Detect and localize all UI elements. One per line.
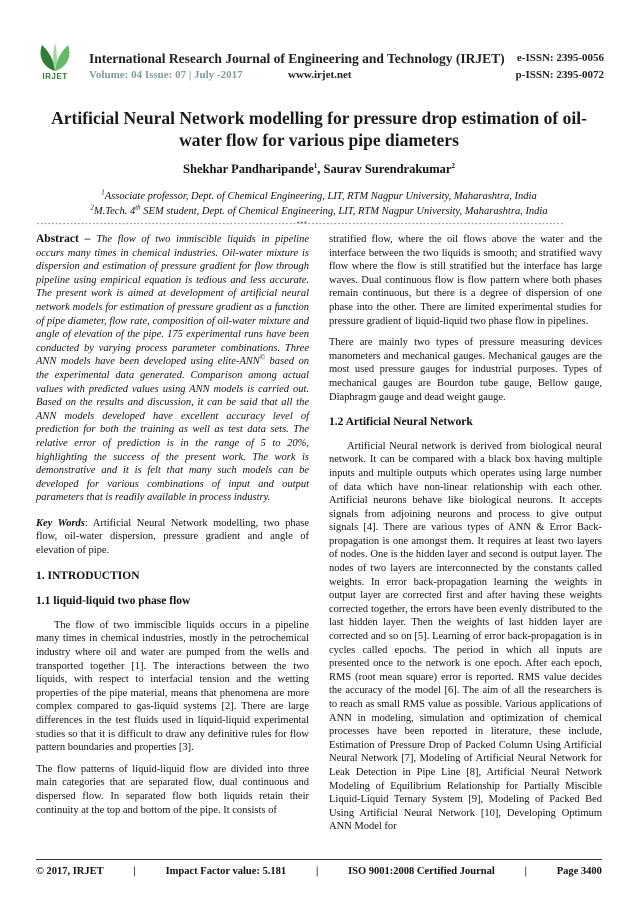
- eissn: e-ISSN: 2395-0056: [516, 52, 604, 64]
- irjet-logo: [32, 41, 78, 85]
- left-column: [36, 233, 309, 825]
- author-sup: 2: [451, 161, 455, 170]
- author-name: Saurav Surendrakumar: [323, 162, 452, 176]
- paragraph: stratified flow, where the oil flows above the water and the interface between the two liquids is smooth; and stratified wavy flow where the flow is still stratified but the interface has large waves. Dual continuous flow is flow pattern where both phases remain continuous, but there is a degree of dispersion of one phase into the other. There are limited experimental studies for pressure gradient of liquid-liquid two phase flow in pipelines.: [329, 234, 602, 327]
- abstract-text: The flow of two immiscible liquids in pipeline occurs many times in chemical industries. Oil-water mixture is dispersion and estimation of pressure gradient for flow through pipeline using empirical equation is tedious and less accurate. The present work is aimed at development of artificial neural network models for estimation of pressure gradient as a function of pipe diameter, flow rate, composition of oil-water mixture and angle of elevation of the pipe. 175 experimental runs have been conducted by varying process parameter combinations. Three ANN models have been developed using elite-ANN: [36, 234, 309, 368]
- affiliation-2: [20, 203, 618, 217]
- abstract: [36, 233, 309, 505]
- affil-text: SEM student, Dept. of Chemical Engineering, LIT, RTM Nagpur University, Maharashtra, India: [140, 206, 548, 217]
- footer-iso: ISO 9001:2008 Certified Journal: [348, 866, 495, 877]
- keywords: [36, 517, 309, 558]
- affil-th: th: [135, 203, 141, 212]
- paper-title: Artificial Neural Network modelling for pressure drop estimation of oil-water flow for various pipe diameters: [51, 108, 587, 150]
- affil-text: M.Tech. 4: [93, 206, 136, 217]
- section-heading-1-2: 1.2 Artificial Neural Network: [329, 416, 473, 429]
- affiliation-1: [20, 188, 618, 202]
- right-column: [329, 233, 602, 842]
- keywords-label: Key Words: [36, 517, 85, 529]
- paragraph: Artificial Neural network is derived from biological neural network. It can be compared with a black box having multiple inputs and multiple outputs which operates using large number of data which have non-linear relationship with each other. Artificial neurons behave like biological neurons. It accepts signals from adjoining neurons and process to give output signals [4]. There are various types of ANN & Error Back-propagation is one amongst them. It requires at least two layers of nodes. One is the hidden layer and second is output layer. The nodes of two layers are interconnected by the constants called weights. In error back-propagation learning the weights in output layer are corrected first and after having these weights corrected together, the errors have been evenly distributed to the last hidden layer. Then the weights of last hidden layer are corrected and so on [5]. Learning of error back-propagation is in cycles called epochs. The period in which all inputs are presented once to the network is one epoch. After each epoch, RMS (root mean square) error is reported. RMS value decides the accuracy of the model [6]. The aim of all the researchers is to reach as small RMS value as possible. Various applications of ANN in modeling, simulation and optimization of chemical processes have been reported in literature, these include, Estimation of Pressure Drop of Packed Column Using Artificial Neural Network [7], Modeling of Artificial Neural Network for Leak Detection in Pipe Line [8], Artificial Neural Network Modeling of Equilibrium Relationship for Partially Miscible Liquid-Liquid Ternary System [9], Modeling of Packed Bed Using Artificial Neural Network [10], Developing Optimum ANN Model for: [329, 440, 602, 833]
- page-footer: [36, 866, 602, 877]
- abstract-text: based on the experimental data generated. Comparison among actual values with predicted values using ANN models is carried out. Based on the results and discussion, it can be said that all the ANN models developed have excellent accuracy level of prediction for both the training as well as test data sets. The relative error of prediction is in the range of 5 to 20%, highlighting the success of the present work. The work is demonstrative and it is felt that many such models can be developed for various combinations of input and output parameters that is readily available in process industry.: [36, 356, 309, 504]
- paragraph: The flow patterns of liquid-liquid flow are divided into three main categories that are separated flow, dual continuous and dispersed flow. In separated flow both liquids retain their continuity at the top and bottom of the pipe. It consists of: [36, 763, 309, 816]
- footer-separator: |: [133, 866, 136, 877]
- author-sup: 1: [313, 161, 318, 170]
- affil-sup: 2: [90, 203, 94, 212]
- journal-name: International Research Journal of Engineering and Technology (IRJET): [89, 51, 505, 66]
- section-heading-1-1: 1.1 liquid-liquid two phase flow: [36, 595, 191, 608]
- logo-text: IRJET: [42, 72, 68, 81]
- journal-url[interactable]: www.irjet.net: [288, 69, 352, 81]
- footer-rule: [36, 859, 602, 860]
- paragraph: The flow of two immiscible liquids occurs in a pipeline many times in chemical industries, mostly in the petrochemical industry where oil and water are pumped from the wells and transported together [1]. The interactions between the two liquids, with respect to interfacial tension and the wetting properties of the pipe material, means that phenomena are more complex compared to gas-liquid systems [2]. There are large differences in the test fluids used in liquid-liquid experimental studies so that it is difficult to draw any definitive rules for flow pattern boundaries and properties [3].: [36, 619, 309, 754]
- footer-page-number: Page 3400: [556, 866, 602, 877]
- footer-separator: |: [524, 866, 527, 877]
- authors: [40, 162, 598, 177]
- footer-copyright: © 2017, IRJET: [36, 866, 104, 877]
- footer-impact-factor: Impact Factor value: 5.181: [165, 866, 287, 877]
- abstract-label: Abstract –: [36, 233, 97, 245]
- paragraph: There are mainly two types of pressure measuring devices manometers and mechanical gauges. Mechanical gauges are the most used pressure gauges for industrial purposes. Types of mechanical gauges are Bourdon tube gauge, Bellow gauge, Diaphragm gauge and dead weight gauge.: [329, 337, 602, 403]
- leaf-icon: [32, 41, 78, 73]
- separator-line: ----------------------------------------------------------------------***---------------------------------------------------------------------: [36, 220, 564, 228]
- journal-header: [0, 0, 638, 90]
- copyright-sup: ©: [259, 353, 266, 362]
- keywords-text: : Artificial Neural Network modelling, two phase flow, oil-water dispersion, pressure gradient and angle of elevation of pipe.: [36, 517, 309, 557]
- author-separator: ,: [317, 162, 324, 176]
- author-name: Shekhar Pandharipande: [183, 162, 314, 176]
- section-heading-introduction: 1. INTRODUCTION: [36, 569, 140, 582]
- volume-issue: Volume: 04 Issue: 07 | July -2017: [89, 69, 243, 81]
- footer-separator: |: [315, 866, 319, 877]
- affil-sup: 1: [101, 188, 105, 197]
- affil-text: Associate professor, Dept. of Chemical Engineering, LIT, RTM Nagpur University, Maharashtra, India: [104, 191, 537, 202]
- pissn: p-ISSN: 2395-0072: [515, 69, 604, 81]
